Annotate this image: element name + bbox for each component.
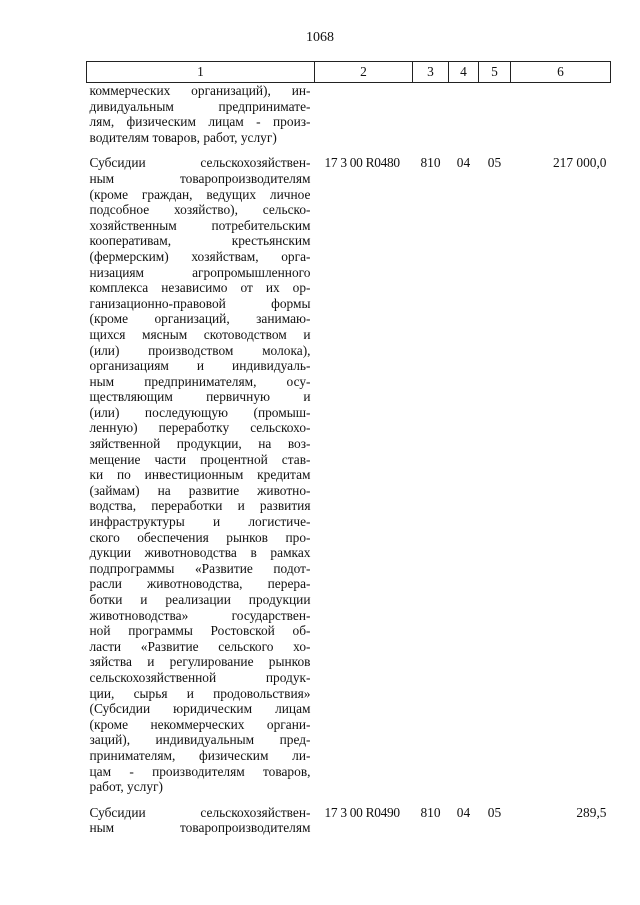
description-line: ществляющим первичную и [89, 389, 311, 405]
row-spacer [87, 145, 611, 155]
description-line: ным товаропроизводителям [89, 170, 311, 186]
description-line: (кроме организаций, занимаю- [89, 311, 311, 327]
row-code: 17 3 00 R0490 [324, 804, 400, 820]
description-line: ции, сырья и продовольствия» [89, 685, 311, 701]
description-line: (или) последующую (промыш- [89, 404, 311, 420]
description-line: лям, физическим лицам - произ- [89, 114, 311, 130]
row-col-3: 810 [420, 804, 441, 820]
table-row [87, 83, 611, 146]
description-line: ского обеспечения рынков про- [89, 529, 311, 545]
description-line: инфраструктуры и логистиче- [89, 514, 311, 530]
description-line: зяйства и регулирование рынков [89, 654, 311, 670]
description-line: ботки и реализации продукции [89, 592, 311, 607]
row-col-3 [413, 83, 449, 146]
description-line: Субсидии сельскохозяйствен- [89, 155, 311, 171]
header-col-5: 5 [479, 62, 511, 83]
description-line: дивидуальным предпринимате- [89, 98, 311, 114]
description-line: (кроме некоммерческих органи- [89, 716, 311, 732]
description-line: подпрограммы «Развитие подот- [89, 560, 311, 576]
description-line: ным предпринимателям, осу- [89, 373, 311, 389]
description-line: водителям товаров, работ, услуг) [89, 129, 277, 145]
row-code: 17 3 00 R0480 [324, 155, 400, 171]
description-line: кооперативам, крестьянским [89, 233, 311, 249]
row-col-4: 04 [456, 804, 471, 820]
description-line: подсобное хозяйство), сельско- [89, 202, 311, 218]
row-col-5 [479, 83, 511, 146]
description-line: заций), индивидуальным пред- [89, 732, 311, 748]
description-line: (займам) на развитие животно- [89, 482, 311, 498]
description-line: щихся мясным скотоводством и [89, 326, 311, 342]
row-description [87, 155, 315, 794]
row-col-5: 05 [487, 155, 502, 171]
table-row [87, 155, 611, 794]
description-line: низациям агропромышленного [89, 264, 311, 280]
row-amount: 289,5 [576, 804, 607, 820]
description-line: Субсидии сельскохозяйствен- [89, 804, 311, 820]
description-line: организациям и индивидуаль- [89, 358, 311, 374]
row-description [87, 805, 315, 836]
description-line: ленную) переработку сельскохо- [89, 420, 311, 436]
budget-table [86, 61, 611, 836]
table-header [87, 62, 611, 83]
description-line: ласти «Развитие сельского хо- [89, 638, 311, 654]
description-line: (Субсидии юридическим лицам [89, 701, 311, 717]
description-line: коммерческих организаций), ин- [89, 83, 311, 98]
row-col-4: 04 [456, 155, 471, 171]
description-line: водства, переработки и развития [89, 498, 311, 514]
row-description [87, 83, 315, 146]
description-line: (фермерским) хозяйствам, орга- [89, 248, 311, 264]
description-line: дукции животноводства в рамках [89, 545, 311, 561]
table-row [87, 805, 611, 836]
row-col-5: 05 [487, 804, 502, 820]
row-col-3: 810 [420, 155, 441, 171]
row-amount: 217 000,0 [552, 155, 607, 171]
page-number: 1068 [306, 30, 334, 45]
header-col-1: 1 [87, 62, 315, 83]
description-line: мещение части процентной став- [89, 451, 311, 467]
header-col-4: 4 [449, 62, 479, 83]
header-col-6: 6 [511, 62, 611, 83]
description-line: работ, услуг) [89, 779, 163, 795]
row-spacer [87, 795, 611, 805]
description-line: сельскохозяйственной продук- [89, 669, 311, 685]
description-line: ной программы Ростовской об- [89, 623, 311, 639]
description-line: (или) производством молока), [89, 342, 311, 358]
description-line: ганизационно-правовой формы [89, 295, 311, 311]
description-line: комплекса независимо от их ор- [89, 280, 311, 296]
table-body [87, 83, 611, 836]
description-line: ным товаропроизводителям [89, 820, 311, 836]
description-line: (кроме граждан, ведущих личное [89, 186, 311, 202]
description-line: расли животноводства, перера- [89, 576, 311, 592]
description-line: ки по инвестиционным кредитам [89, 467, 311, 483]
row-code [315, 83, 413, 146]
description-line: животноводства» государствен- [89, 607, 311, 623]
header-col-3: 3 [413, 62, 449, 83]
description-line: зяйственной продукции, на воз- [89, 436, 311, 452]
row-col-4 [449, 83, 479, 146]
row-amount [511, 83, 611, 146]
description-line: хозяйственным потребительским [89, 217, 311, 233]
header-col-2: 2 [315, 62, 413, 83]
description-line: цам - производителям товаров, [89, 763, 311, 779]
description-line: принимателям, физическим ли- [89, 747, 311, 763]
